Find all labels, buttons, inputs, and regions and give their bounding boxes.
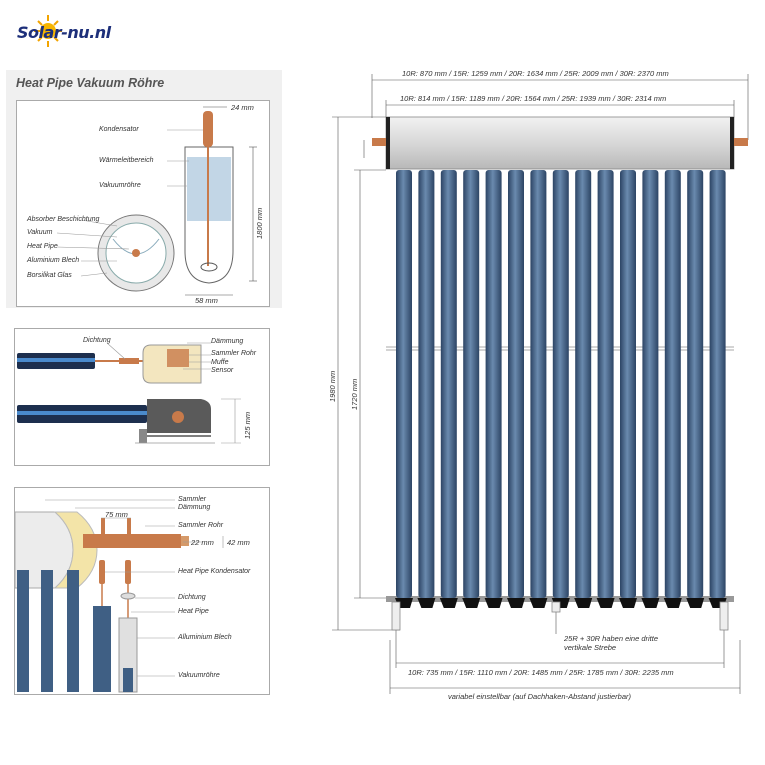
tube-connection-box [14, 487, 270, 695]
dim-bottom-width: 10R: 735 mm / 15R: 1110 mm / 20R: 1485 mm / 25R: 1785 mm / 30R: 2235 mm [408, 668, 674, 677]
tube-holder-cap [552, 598, 570, 608]
vacuum-tube [463, 170, 479, 598]
tube-holder-cap [641, 598, 659, 608]
label-daemmung-3: Dämmung [178, 504, 211, 511]
vacuum-tube [665, 170, 681, 598]
tube-connection-drawing [15, 488, 269, 694]
tube-holder-cap [462, 598, 480, 608]
logo [14, 14, 164, 48]
note-third-strut [564, 634, 658, 652]
dim-bottom-note: variabel einstellbar (auf Dachhaken-Abstand justierbar) [448, 692, 632, 701]
logo-text: Solar-nu.nl [17, 23, 111, 42]
vacuum-tube [396, 170, 412, 598]
dim-tube-height: 1720 mm [350, 378, 359, 410]
dim-75mm: 75 mm [105, 510, 128, 519]
dim-inner-width: 10R: 814 mm / 15R: 1189 mm / 20R: 1564 mm / 25R: 1939 mm / 30R: 2314 mm [400, 94, 667, 103]
label-sammler: Sammler [178, 496, 207, 503]
label-borsilikat: Borsilikat Glas [27, 272, 72, 279]
vacuum-tube [553, 170, 569, 598]
dim-total-height: 1980 mm [328, 370, 337, 402]
heat-pipe-diagram-box [16, 100, 270, 307]
vacuum-tube [598, 170, 614, 598]
label-waermeleitbereich: Wärmeleitbereich [99, 157, 154, 164]
label-muffe: Muffe [211, 359, 229, 366]
tube-holder-cap [440, 598, 458, 608]
label-daemmung: Dämmung [211, 338, 244, 345]
dim-125mm: 125 mm [243, 411, 252, 439]
vacuum-tube [620, 170, 636, 598]
label-vakuumroehre: Vakuumröhre [99, 182, 141, 189]
label-heat-pipe-3: Heat Pipe [178, 608, 209, 615]
dim-1800mm: 1800 mm [255, 207, 264, 239]
label-absorber: Absorber Beschichtung [27, 216, 100, 223]
vacuum-tube [418, 170, 434, 598]
collector-detail-box [14, 328, 270, 466]
label-dichtung: Dichtung [83, 337, 111, 344]
label-sammler-rohr: Sammler Rohr [211, 350, 257, 357]
note-line-1: 25R + 30R haben eine dritte [564, 634, 659, 643]
dim-42mm: 42 mm [227, 538, 250, 547]
panel-title: Heat Pipe Vakuum Röhre [16, 76, 165, 90]
vacuum-tube [508, 170, 524, 598]
dim-outer-width: 10R: 870 mm / 15R: 1259 mm / 20R: 1634 mm / 25R: 2009 mm / 30R: 2370 mm [402, 69, 669, 78]
vacuum-tube [530, 170, 546, 598]
tube-holder-cap [417, 598, 435, 608]
tube-holder-cap [529, 598, 547, 608]
note-line-2: vertikale Strebe [564, 643, 617, 652]
label-aluminium: Aluminium Blech [27, 257, 80, 264]
dim-22mm: 22 mm [191, 538, 214, 547]
label-vakuum: Vakuum [27, 229, 53, 236]
label-vakuumroehre-3: Vakuumröhre [178, 672, 220, 679]
tube-holder-cap [664, 598, 682, 608]
tube-holder-cap [709, 598, 727, 608]
tube-holder-cap [395, 598, 413, 608]
vacuum-tube [441, 170, 457, 598]
label-kondensator: Kondensator [99, 126, 139, 133]
label-sammler-rohr-3: Sammler Rohr [178, 522, 224, 529]
tube-holder-cap [485, 598, 503, 608]
label-heat-pipe: Heat Pipe [27, 243, 58, 250]
vacuum-tube [710, 170, 726, 598]
tube-holder-cap [686, 598, 704, 608]
vacuum-tube [486, 170, 502, 598]
label-heat-pipe-kondensator: Heat Pipe Kondensator [178, 568, 251, 575]
vacuum-tube [687, 170, 703, 598]
tube-holder-cap [597, 598, 615, 608]
dim-58mm: 58 mm [195, 296, 218, 305]
vacuum-tube [575, 170, 591, 598]
label-alluminium-blech: Alluminium Blech [178, 634, 232, 641]
tube-holder-cap [574, 598, 592, 608]
label-dichtung-3: Dichtung [178, 594, 206, 601]
dim-24mm: 24 mm [231, 103, 254, 112]
tube-holder-cap [619, 598, 637, 608]
tube-holder-cap [507, 598, 525, 608]
vacuum-tube [642, 170, 658, 598]
label-sensor: Sensor [211, 367, 234, 374]
